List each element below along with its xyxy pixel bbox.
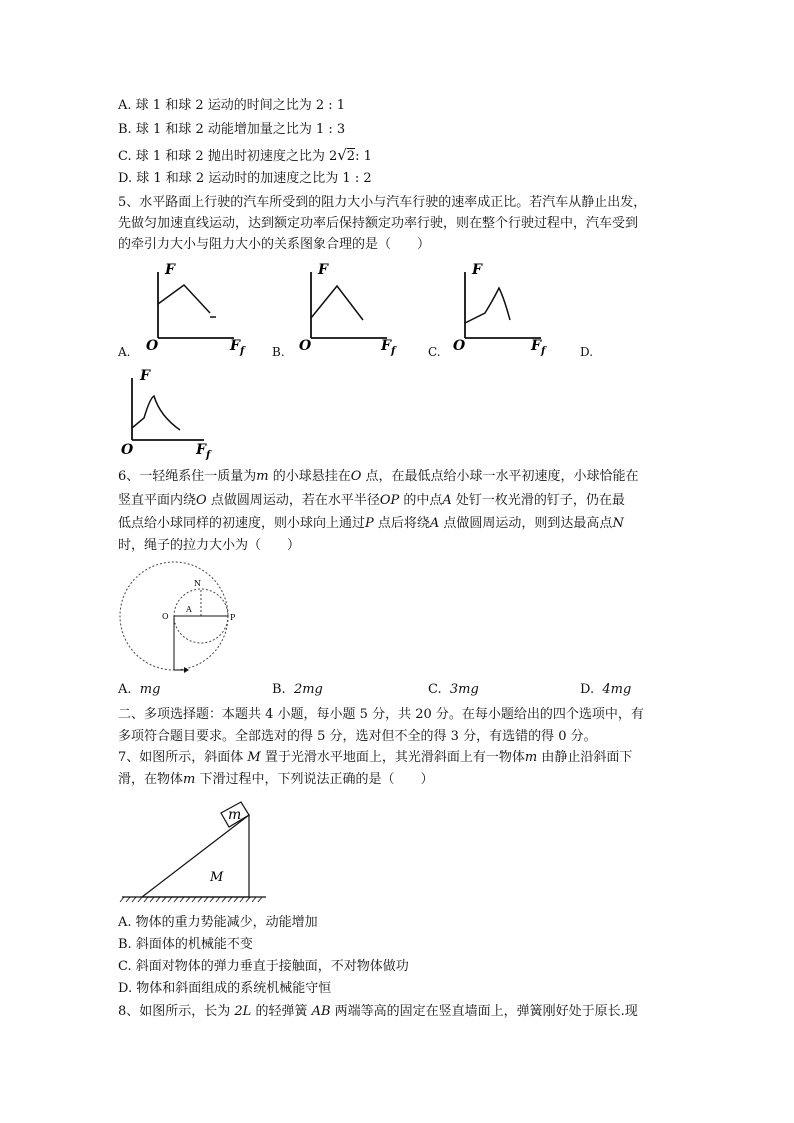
svg-text:Ff xyxy=(195,442,212,461)
q5-graph-d-x-sub: f xyxy=(205,450,211,461)
q5-graph-a-origin: O xyxy=(146,338,159,354)
q5-graph-a-x-sub: f xyxy=(239,346,245,357)
q6-option-b: B. 2mg xyxy=(272,682,323,697)
section-2-line-2: 多项符合题目要求。全部选对的得 5 分，选对但不全的得 3 分，有选错的得 0 分。 xyxy=(118,729,597,744)
q4-option-c-coef: 2 xyxy=(328,149,338,164)
q5-stem-line-3: 的牵引力大小与阻力大小的关系图象合理的是（ ） xyxy=(118,237,431,252)
q6-figure-label-n: N xyxy=(194,579,201,588)
q5-graph-b xyxy=(293,258,403,358)
q5-option-d: D. xyxy=(580,345,594,359)
q6-stem-line-1: 6、一轻绳系住一质量为m 的小球悬挂在O 点，在最低点给小球一水平初速度，小球恰能在 xyxy=(118,469,639,484)
q4-option-c-radicand: 2 xyxy=(346,149,356,164)
svg-text:Ff xyxy=(229,338,246,357)
q7-figure-label-m: m xyxy=(228,807,242,823)
q5-graph-c-x-sub: f xyxy=(540,346,546,357)
q5-option-b: B. xyxy=(272,345,285,359)
q6-figure-label-o: O xyxy=(162,612,169,621)
q6-option-d: D. 4mg xyxy=(580,682,632,697)
q7-incline-figure xyxy=(118,795,268,905)
q5-stem-line-2: 先做匀加速直线运动，达到额定功率后保持额定功率行驶，则在整个行驶过程中，汽车受到 xyxy=(118,216,639,231)
q5-graph-d xyxy=(118,368,228,464)
svg-text:Ff xyxy=(530,338,547,357)
q6-figure-label-p: P xyxy=(230,613,236,622)
q6-stem-line-4: 时，绳子的拉力大小为（ ） xyxy=(118,538,301,553)
q4-option-c-text: C. 球 1 和球 2 抛出时初速度之比为 xyxy=(118,149,329,164)
q6-option-a: A. mg xyxy=(118,682,161,697)
q8-stem-line-1: 8、如图所示，长为 2L 的轻弹簧 AB 两端等高的固定在竖直墙面上，弹簧刚好处于原长.现 xyxy=(118,1004,638,1019)
q5-option-a: A. xyxy=(118,345,131,359)
q4-option-b: B. 球 1 和球 2 动能增加量之比为 1 : 3 xyxy=(118,122,346,137)
q7-figure-label-wedge: M xyxy=(210,870,224,885)
q6-option-c: C. 3mg xyxy=(428,682,479,697)
q5-graph-b-origin: O xyxy=(299,338,312,354)
q7-option-c: C. 斜面对物体的弹力垂直于接触面，不对物体做功 xyxy=(118,959,409,974)
q7-stem-line-1: 7、如图所示，斜面体 M 置于光滑水平地面上，其光滑斜面上有一物体m 由静止沿斜面下 xyxy=(118,750,633,765)
q5-graph-c-x-label: F xyxy=(531,338,541,354)
q4-option-c xyxy=(118,146,372,166)
q4-option-c-tail: : 1 xyxy=(355,149,372,164)
q5-graph-b-y-label: F xyxy=(318,262,328,278)
section-2-line-1: 二、多项选择题：本题共 4 小题，每小题 5 分，共 20 分。在每小题给出的四个选项中，有 xyxy=(118,707,644,722)
q7-option-b: B. 斜面体的机械能不变 xyxy=(118,937,253,952)
q5-graph-a-x-label: F xyxy=(230,338,240,354)
q7-option-d: D. 物体和斜面组成的系统机械能守恒 xyxy=(118,981,332,996)
q6-stem-line-3: 低点给小球同样的初速度，则小球向上通过P 点后将绕A 点做圆周运动，则到达最高点N xyxy=(118,516,624,531)
q5-graph-d-x-label: F xyxy=(196,442,206,458)
q5-graph-b-x-label: F xyxy=(381,338,391,354)
q5-graph-b-x-sub: f xyxy=(390,346,396,357)
q5-graph-d-y-label: F xyxy=(140,368,150,384)
q5-option-c: C. xyxy=(428,345,441,359)
q6-circle-figure xyxy=(118,560,248,684)
svg-text:Ff xyxy=(380,338,397,357)
q7-option-a: A. 物体的重力势能减少，动能增加 xyxy=(118,915,318,930)
q5-graph-d-origin: O xyxy=(121,442,134,458)
q5-graph-c xyxy=(447,258,557,358)
q4-option-d: D. 球 1 和球 2 运动时的加速度之比为 1 : 2 xyxy=(118,171,372,186)
q5-graph-a-y-label: F xyxy=(165,262,175,278)
q6-stem-line-2: 竖直平面内绕O 点做圆周运动，若在水平半径OP 的中点A 处钉一枚光滑的钉子，仍在最 xyxy=(118,493,625,508)
q6-figure-label-a: A xyxy=(186,605,192,614)
sqrt-sign: √ xyxy=(337,146,347,164)
q4-option-a: A. 球 1 和球 2 运动的时间之比为 2 : 1 xyxy=(118,98,346,113)
q5-graph-c-y-label: F xyxy=(472,262,482,278)
q5-graph-a xyxy=(140,258,250,358)
q5-graph-c-origin: O xyxy=(453,338,466,354)
q7-stem-line-2: 滑，在物体m 下滑过程中，下列说法正确的是（ ） xyxy=(118,772,434,787)
q5-stem-line-1: 5、水平路面上行驶的汽车所受到的阻力大小与汽车行驶的速率成正比。若汽车从静止出发， xyxy=(118,195,647,210)
